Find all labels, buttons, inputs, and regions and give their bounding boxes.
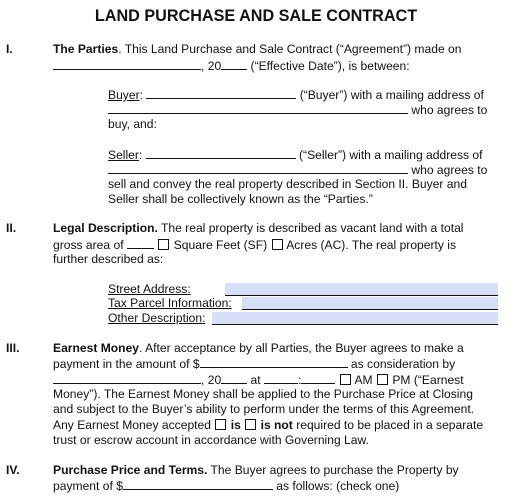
text: at — [247, 373, 261, 387]
buyer-label: Buyer — [108, 88, 140, 102]
earnest-date-blank[interactable] — [53, 372, 201, 384]
text: Any Earnest Money accepted — [53, 418, 211, 432]
price-line-2 — [53, 478, 399, 494]
text: required to be placed in a separate — [292, 418, 484, 432]
earnest-amount-blank[interactable] — [200, 356, 348, 368]
buyer-line-2 — [108, 102, 487, 118]
earnest-line-4: Money”). The Earnest Money shall be applied to the Purchase Price at Closing — [53, 387, 473, 401]
text: Acres (AC). The real property is — [283, 238, 457, 252]
ac-checkbox[interactable] — [272, 239, 283, 250]
document-title: LAND PURCHASE AND SALE CONTRACT — [94, 7, 418, 25]
text: as consideration by — [347, 357, 456, 371]
section-heading: Purchase Price and Terms. — [53, 463, 208, 477]
earnest-line-6 — [53, 418, 483, 433]
am-checkbox[interactable] — [340, 374, 351, 385]
text: payment of $ — [53, 479, 123, 493]
legal-line-3: further described as: — [53, 252, 164, 266]
text: (“Effective Date”), is between: — [247, 59, 410, 73]
text: Square Feet (SF) — [170, 238, 268, 252]
year-blank[interactable] — [221, 58, 247, 70]
text: as follows: (check one) — [272, 479, 400, 493]
parties-line-2 — [53, 58, 410, 74]
earnest-line-3 — [53, 372, 464, 388]
text: , 20 — [201, 59, 222, 73]
other-description-field[interactable] — [212, 312, 498, 325]
earnest-year-blank[interactable] — [221, 372, 247, 384]
street-address-label: Street Address: — [108, 282, 191, 296]
other-description-row — [108, 311, 205, 326]
section-heading: Legal Description. — [53, 221, 158, 235]
colon: : — [139, 88, 147, 102]
text: (“Buyer”) with a mailing address of — [296, 88, 484, 102]
seller-line-2 — [108, 162, 487, 178]
text: payment in the amount of $ — [53, 357, 200, 371]
tax-parcel-field[interactable] — [242, 297, 498, 310]
pm-checkbox[interactable] — [377, 374, 388, 385]
text: The real property is described as vacant land with a total — [157, 221, 464, 235]
street-address-field[interactable] — [225, 283, 498, 296]
earnest-line-7: trust or escrow account in accordance with Governing Law. — [53, 433, 369, 447]
purchase-price-blank[interactable] — [123, 478, 273, 490]
section-number: II. — [6, 221, 17, 235]
text: PM (“Earnest — [388, 373, 464, 387]
street-address-row — [108, 282, 191, 297]
seller-address-blank[interactable] — [108, 162, 408, 174]
text: who agrees to — [408, 163, 488, 177]
is-not-label: is not — [260, 418, 293, 432]
earnest-line-2 — [53, 356, 455, 372]
minute-blank[interactable] — [301, 372, 335, 384]
is-checkbox[interactable] — [215, 419, 226, 430]
seller-line-3: sell and convey the real property described in Section II. Buyer and — [108, 177, 467, 191]
date-blank[interactable] — [53, 58, 201, 70]
text: who agrees to — [408, 103, 488, 117]
section-number: III. — [6, 341, 20, 355]
text: . After acceptance by all Parties, the Buyer agrees to make a — [139, 341, 464, 355]
text: AM — [351, 373, 373, 387]
text: . This Land Purchase and Sale Contract (“Agreement”) made on — [118, 42, 462, 56]
seller-line-1 — [108, 147, 483, 163]
text: : — [298, 373, 302, 387]
area-blank[interactable] — [127, 237, 154, 249]
hour-blank[interactable] — [264, 372, 298, 384]
seller-label: Seller — [108, 148, 139, 162]
seller-name-blank[interactable] — [146, 147, 296, 159]
text: , 20 — [201, 373, 222, 387]
tax-parcel-label: Tax Parcel Information: — [108, 296, 232, 310]
legal-line-2 — [53, 237, 456, 253]
earnest-line-5: and subject to the Buyer’s ability to perform under the terms of this Agreement. — [53, 402, 475, 416]
text: gross area of — [53, 238, 124, 252]
is-label: is — [230, 418, 241, 432]
buyer-name-blank[interactable] — [146, 87, 296, 99]
section-number: IV. — [6, 463, 20, 477]
text: The Buyer agrees to purchase the Property by — [207, 463, 459, 477]
buyer-address-blank[interactable] — [108, 102, 408, 114]
parties-line-1 — [53, 42, 462, 57]
section-heading: The Parties — [53, 42, 119, 56]
earnest-line-1 — [53, 341, 464, 356]
price-line-1 — [53, 463, 459, 478]
legal-line-1 — [53, 221, 464, 236]
buyer-line-3: buy, and: — [108, 117, 157, 131]
seller-line-4: Seller shall be collectively known as the “Parties.” — [108, 192, 373, 206]
section-heading: Earnest Money — [53, 341, 140, 355]
section-number: I. — [6, 42, 13, 56]
sf-checkbox[interactable] — [158, 239, 169, 250]
tax-parcel-row — [108, 296, 232, 311]
text: (“Seller”) with a mailing address of — [295, 148, 483, 162]
other-description-label: Other Description: — [108, 311, 206, 325]
colon: : — [138, 148, 146, 162]
buyer-line-1 — [108, 87, 484, 103]
is-not-checkbox[interactable] — [245, 419, 256, 430]
